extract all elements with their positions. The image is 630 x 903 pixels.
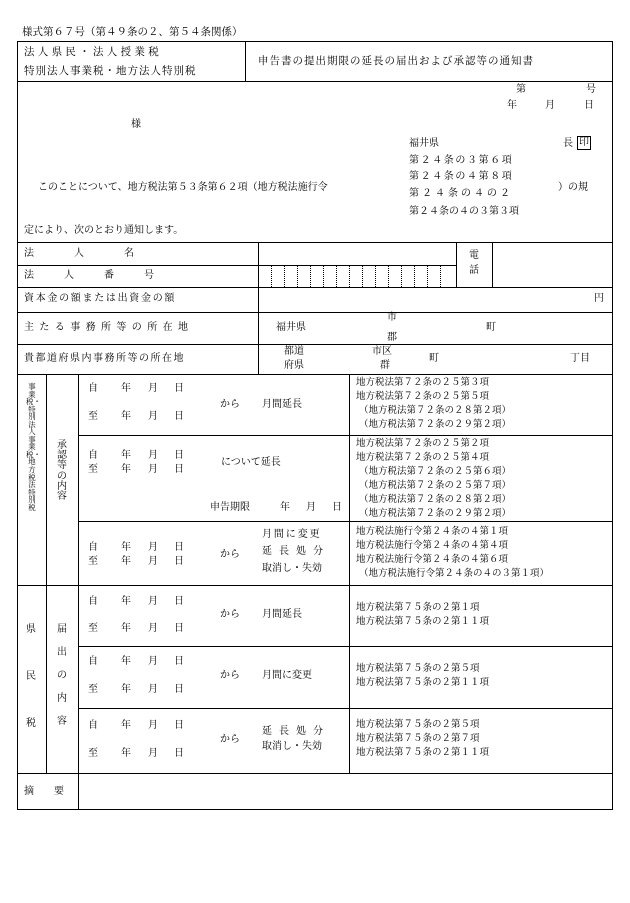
filing-label-3: の xyxy=(57,670,67,681)
filing-label-2: 出 xyxy=(57,647,67,658)
remarks-label: 摘 要 xyxy=(24,786,64,797)
tax-type-line2: 特別法人事業税・地方法人特別税 xyxy=(24,65,197,77)
filing-label-1: 届 xyxy=(57,624,67,635)
pref-office-shiku: 市区 xyxy=(372,346,392,357)
phone-label-2: 話 xyxy=(469,265,479,276)
pref-office-chome: 丁目 xyxy=(570,353,590,364)
notice-body-start: このことについて、地方税法第５３条第６２項（地方税法施行令 xyxy=(38,182,328,193)
pref-tax-side-label-3: 税 xyxy=(26,718,36,729)
main-office-label: 主たる事務所等の所在地 xyxy=(24,322,194,333)
law-option-2: 第２４条の４第８項 xyxy=(409,171,514,182)
seal-stamp: 印 xyxy=(579,137,589,148)
phone-label-1: 電 xyxy=(469,250,479,261)
law-option-1: 第２４条の３第６項 xyxy=(409,155,514,166)
issuer-title: 長 xyxy=(563,138,573,149)
number-go: 号 xyxy=(586,84,596,95)
approval-content-label: 承認等の内容 xyxy=(57,440,67,502)
pref-office-fuken: 府県 xyxy=(284,360,304,371)
number-dai: 第 xyxy=(516,84,526,95)
law-option-4: 第２４条の４の３第３項 xyxy=(409,206,519,217)
corp-name-label: 法 人 名 xyxy=(24,248,134,259)
addressee-suffix: 様 xyxy=(131,119,141,130)
pref-office-machi: 町 xyxy=(429,353,439,364)
enterprise-tax-side-label: 事業税・特別法人事業税・地方税法特別税 xyxy=(26,382,41,512)
main-office-city: 市 xyxy=(387,312,397,323)
remarks-field[interactable] xyxy=(80,775,610,808)
date-month: 月 xyxy=(545,100,555,111)
pref-tax-side-label-2: 民 xyxy=(26,671,36,682)
filing-label-4: 内 xyxy=(57,693,67,704)
notice-body-end: 定により、次のとおり通知します。 xyxy=(24,225,184,236)
pref-office-label: 貴都道府県内事務所等の所在地 xyxy=(24,353,185,364)
main-office-gun: 郡 xyxy=(387,332,397,343)
tax-type-line1: 法人県民・法人授業税 xyxy=(24,46,162,58)
pref-office-gun: 群 xyxy=(380,360,390,371)
date-year: 年 xyxy=(507,100,517,111)
notice-body-mid: ）の規 xyxy=(558,182,588,193)
pref-tax-side-label-1: 県 xyxy=(26,624,36,635)
law-option-3: 第２４条の４の２ xyxy=(409,188,513,199)
capital-label: 資本金の額または出資金の額 xyxy=(24,293,177,304)
main-office-pref: 福井県 xyxy=(276,322,306,333)
pref-office-todo: 都道 xyxy=(284,346,304,357)
form-number: 様式第６７号（第４９条の２、第５４条関係） xyxy=(22,26,243,38)
date-day: 日 xyxy=(584,100,594,111)
main-office-town: 町 xyxy=(486,322,496,333)
issuer-prefecture: 福井県 xyxy=(409,138,439,149)
filing-label-5: 容 xyxy=(57,716,67,727)
capital-unit: 円 xyxy=(594,293,604,304)
corp-number-label: 法 人 番 号 xyxy=(24,270,154,281)
form-title: 申告書の提出期限の延長の届出および承認等の通知書 xyxy=(258,55,534,67)
